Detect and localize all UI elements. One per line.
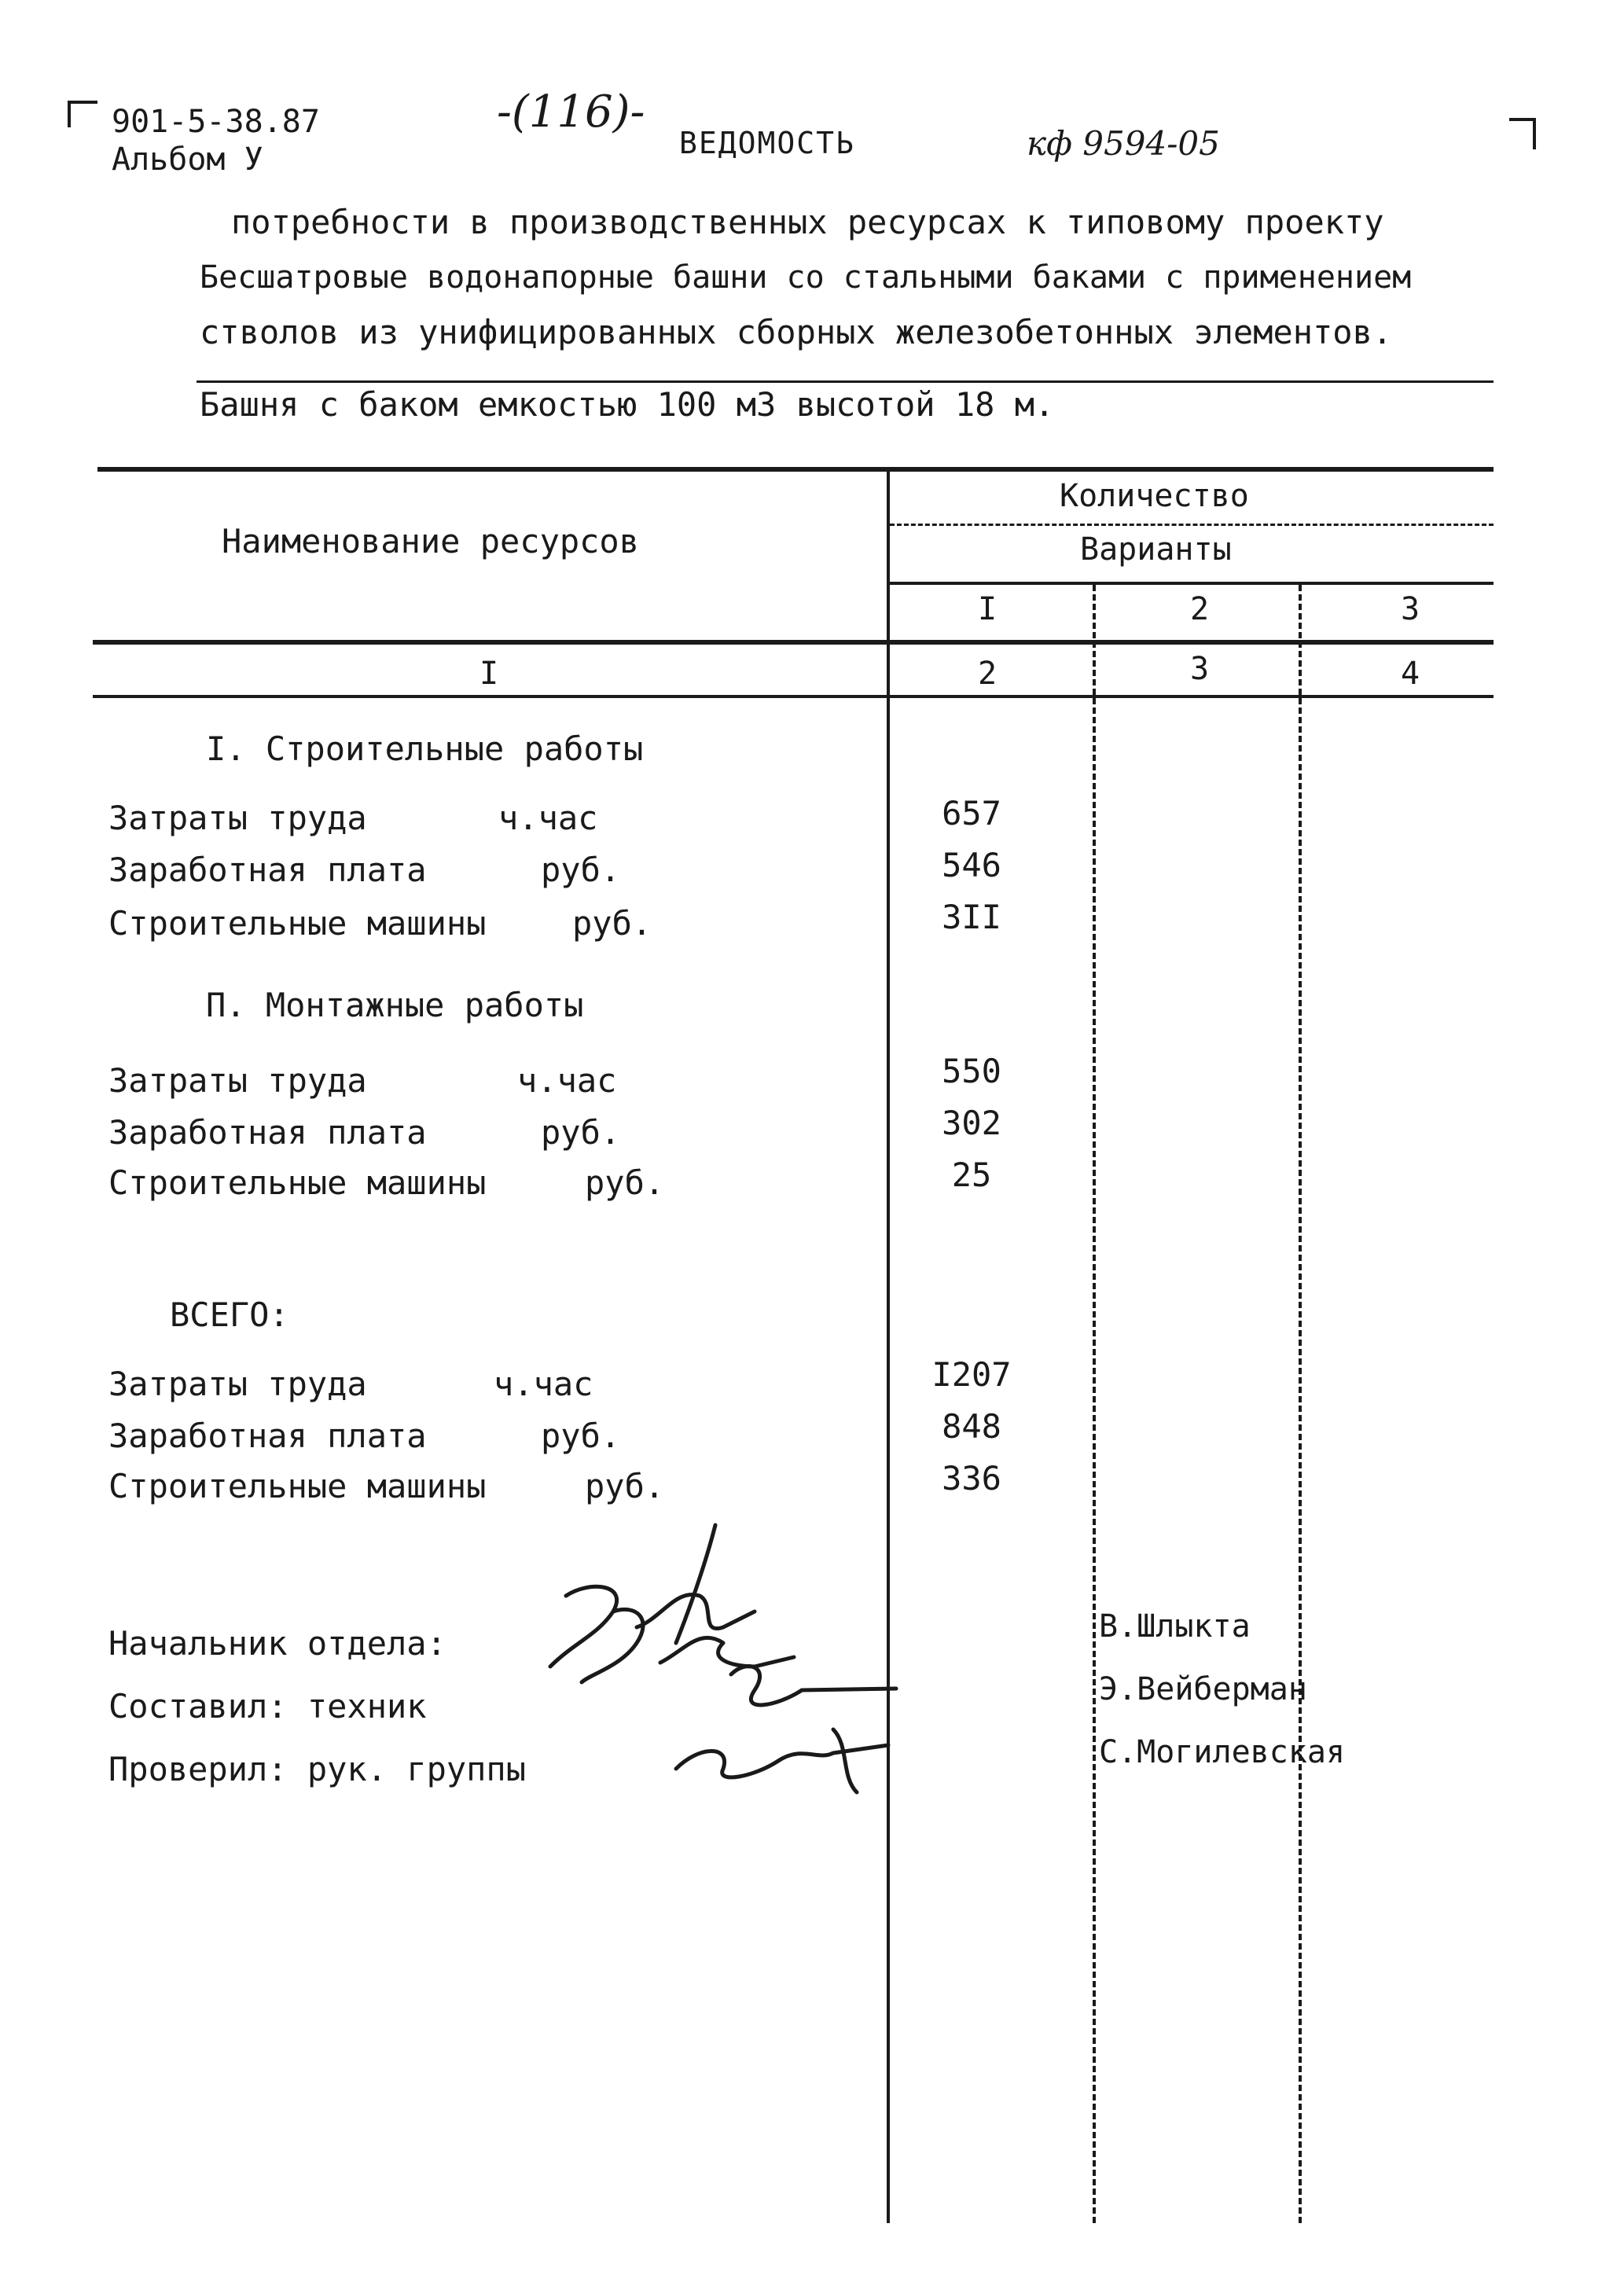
page-mark: -(116)- <box>497 86 645 138</box>
row-unit: руб. <box>572 904 652 943</box>
signature-role: Начальник отдела: <box>108 1624 446 1663</box>
quantity-header: Количество <box>1060 478 1249 514</box>
column-divider-variant-2 <box>1093 585 1096 2223</box>
subtitle-line-1: потребности в производственных ресурсах к типовому проекту <box>231 203 1384 241</box>
signature-scribbles <box>519 1509 928 1808</box>
signature-person: В.Шлыкта <box>1099 1608 1251 1645</box>
row-name: Строительные машины <box>108 1467 487 1505</box>
corner-mark-top-left <box>68 101 97 127</box>
row-name: Заработная плата <box>108 1113 427 1152</box>
column-numbers-bottom-border <box>93 695 1494 698</box>
row-unit: руб. <box>585 1467 665 1505</box>
row-name: Заработная плата <box>108 851 427 889</box>
row-unit: ч.час <box>498 799 598 837</box>
variants-divider <box>890 582 1494 585</box>
tower-spec: Башня с баком емкостью 100 м3 высотой 18 м. <box>200 385 1055 424</box>
subtitle-line-2: Бесшатровые водонапорные башни со стальными баками с применением <box>200 259 1412 296</box>
row-value-variant-1: 302 <box>942 1104 1001 1142</box>
quantity-divider <box>890 524 1494 526</box>
column-number-1: I <box>479 656 499 692</box>
signature-role: Проверил: рук. группы <box>108 1750 527 1788</box>
column-header-name: Наименование ресурсов <box>222 522 640 560</box>
row-value-variant-1: 550 <box>942 1052 1001 1090</box>
column-number-3: 3 <box>1189 651 1210 687</box>
table-top-border <box>97 467 1494 472</box>
row-unit: ч.час <box>517 1061 617 1100</box>
column-divider-main <box>887 467 890 2223</box>
row-unit: руб. <box>541 1417 621 1455</box>
column-number-4: 4 <box>1400 656 1420 692</box>
doc-code: 901-5-38.87 <box>112 104 320 140</box>
row-value-variant-1: 3II <box>942 898 1001 936</box>
section-title-construction: I. Строительные работы <box>206 730 644 768</box>
row-name: Затраты труда <box>108 799 367 837</box>
header-bottom-border <box>93 640 1494 645</box>
signature-compiler <box>731 1667 896 1705</box>
total-title: ВСЕГО: <box>170 1296 289 1334</box>
reference-code: кф 9594-05 <box>1027 124 1220 163</box>
corner-mark-top-right <box>1509 118 1536 149</box>
signature-person: С.Могилевская <box>1099 1734 1346 1770</box>
row-name: Затраты труда <box>108 1365 367 1403</box>
row-value-variant-1: 546 <box>942 846 1001 884</box>
signature-person: Э.Вейберман <box>1099 1671 1307 1707</box>
row-name: Строительные машины <box>108 1163 487 1202</box>
row-unit: ч.час <box>494 1365 593 1403</box>
row-value-variant-1: 25 <box>951 1156 992 1194</box>
row-unit: руб. <box>585 1163 665 1202</box>
variant-label-2: 2 <box>1189 591 1210 627</box>
signature-role: Составил: техник <box>108 1687 427 1726</box>
signature-checker <box>676 1745 888 1777</box>
row-unit: руб. <box>541 851 621 889</box>
variant-label-1: I <box>977 591 998 627</box>
row-value-variant-1: I207 <box>931 1355 1012 1394</box>
variants-header: Варианты <box>1080 531 1232 568</box>
signature-head-of-department <box>550 1586 643 1682</box>
row-unit: руб. <box>541 1113 621 1152</box>
variant-label-3: 3 <box>1400 591 1420 627</box>
document-title: ВЕДОМОСТЬ <box>679 126 855 160</box>
row-value-variant-1: 657 <box>942 794 1001 832</box>
subtitle-line-3: стволов из унифицированных сборных железобетонных элементов. <box>200 313 1393 351</box>
column-number-2: 2 <box>977 656 998 692</box>
album-label: Альбом У <box>112 141 263 178</box>
column-divider-variant-3 <box>1299 585 1302 2223</box>
subtitle-divider <box>197 380 1494 383</box>
row-name: Заработная плата <box>108 1417 427 1455</box>
row-value-variant-1: 336 <box>942 1459 1001 1498</box>
row-name: Строительные машины <box>108 904 487 943</box>
row-name: Затраты труда <box>108 1061 367 1100</box>
section-title-assembly: П. Монтажные работы <box>206 986 584 1024</box>
row-value-variant-1: 848 <box>942 1407 1001 1446</box>
